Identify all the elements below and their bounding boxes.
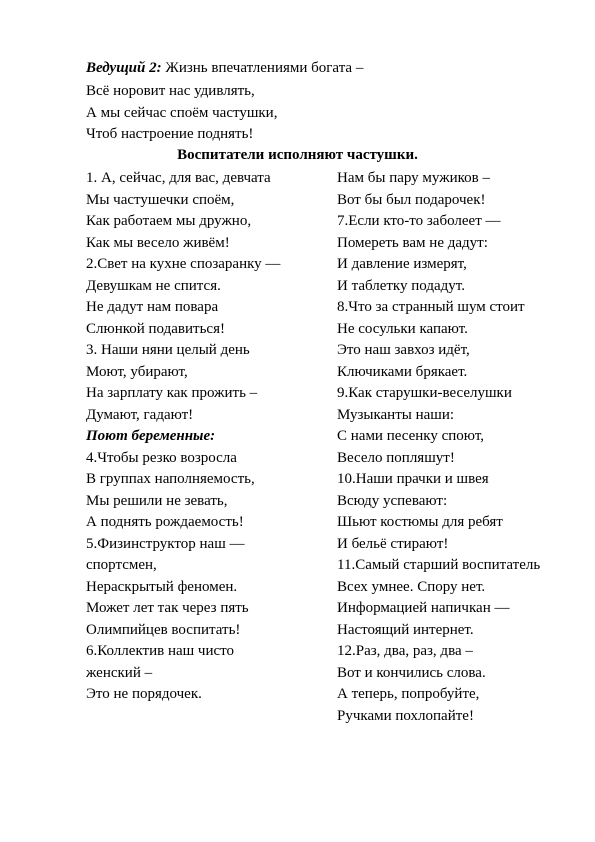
verse-line: Нераскрытый феномен. (86, 578, 238, 595)
verse-line: Всюду успевают: (337, 492, 448, 509)
verse-line: Вот и кончились слова. (337, 664, 486, 681)
verse-line: Как мы весело живём! (86, 234, 230, 251)
verse-line: спортсмен, (86, 557, 157, 573)
intro-line-2: Всё норовит нас удивлять, (86, 83, 255, 99)
verse-line: 8.Что за странный шум стоит (337, 299, 525, 315)
verse-line: А поднять рождаемость! (86, 514, 244, 530)
verse-line: Слюнкой подавиться! (86, 320, 225, 337)
verse-line: Может лет так через пять (86, 600, 249, 616)
intro-line-3: А мы сейчас споём частушки, (86, 105, 278, 121)
verse-line: Не сосульки капают. (337, 320, 468, 337)
section-heading: Воспитатели исполняют частушки. (177, 147, 418, 163)
verse-line: 7.Если кто-то заболеет — (337, 213, 501, 229)
verse-line: 4.Чтобы резко возросла (86, 449, 237, 466)
verse-line: 2.Свет на кухне спозаранку — (86, 256, 281, 272)
verse-line: Помереть вам не дадут: (337, 234, 488, 251)
verse-line: Девушкам не спится. (86, 277, 221, 294)
verse-line: 1. А, сейчас, для вас, девчата (86, 170, 271, 186)
verse-line: Моют, убирают, (86, 363, 188, 380)
verse-line: Шьют костюмы для ребят (337, 514, 503, 530)
verse-line: Информацией напичкан — (337, 600, 510, 616)
right-column (337, 168, 540, 727)
verse-line: 11.Самый старший воспитатель (337, 557, 541, 573)
verse-line: Олимпийцев воспитать! (86, 621, 241, 638)
verse-line: 12.Раз, два, раз, два – (337, 643, 473, 659)
verse-line: Всех умнее. Спору нет. (337, 578, 486, 595)
intro-line-1-text: Жизнь впечатлениями богата – (161, 60, 364, 76)
verse-line: Это наш завхоз идёт, (337, 342, 470, 358)
verse-line: Не дадут нам повара (86, 299, 219, 315)
verse-line: Думают, гадают! (86, 406, 194, 423)
verse-line: Мы частушечки споём, (86, 191, 235, 208)
verse-line: С нами песенку споют, (337, 428, 484, 444)
verse-line: Вот бы был подарочек! (337, 191, 486, 208)
verse-line: Мы решили не зевать, (86, 492, 228, 509)
verse-line: 10.Наши прачки и швея (337, 471, 489, 487)
left-column (86, 168, 280, 706)
verse-line: Это не порядочек. (86, 686, 202, 702)
verse-line: 9.Как старушки-веселушки (337, 385, 512, 401)
stage-direction: Поют беременные: (86, 428, 216, 444)
verse-line: Ключиками брякает. (337, 363, 468, 380)
verse-line: Ручками похлопайте! (337, 707, 474, 724)
verse-line: 6.Коллектив наш чисто (86, 643, 235, 659)
verse-line: И бельё стирают! (337, 535, 449, 552)
verse-line: Весело попляшут! (337, 449, 455, 466)
verse-line: И давление измерят, (337, 256, 467, 272)
speaker-label: Ведущий 2: (86, 60, 162, 76)
verse-line: И таблетку подадут. (337, 277, 465, 294)
verse-line: А теперь, попробуйте, (337, 686, 480, 702)
verse-line: На зарплату как прожить – (86, 385, 258, 401)
verse-line: 5.Физинструктор наш — (86, 535, 245, 552)
verse-line: женский – (86, 664, 153, 681)
verse-line: Музыканты наши: (337, 406, 455, 423)
verse-line: Нам бы пару мужиков – (337, 170, 490, 186)
intro-line-1 (86, 59, 363, 77)
verse-line: Как работаем мы дружно, (86, 213, 252, 229)
verse-line: В группах наполняемость, (86, 471, 255, 487)
verse-line: 3. Наши няни целый день (86, 342, 250, 358)
verse-line: Настоящий интернет. (337, 621, 474, 638)
intro-line-4: Чтоб настроение поднять! (86, 126, 254, 142)
